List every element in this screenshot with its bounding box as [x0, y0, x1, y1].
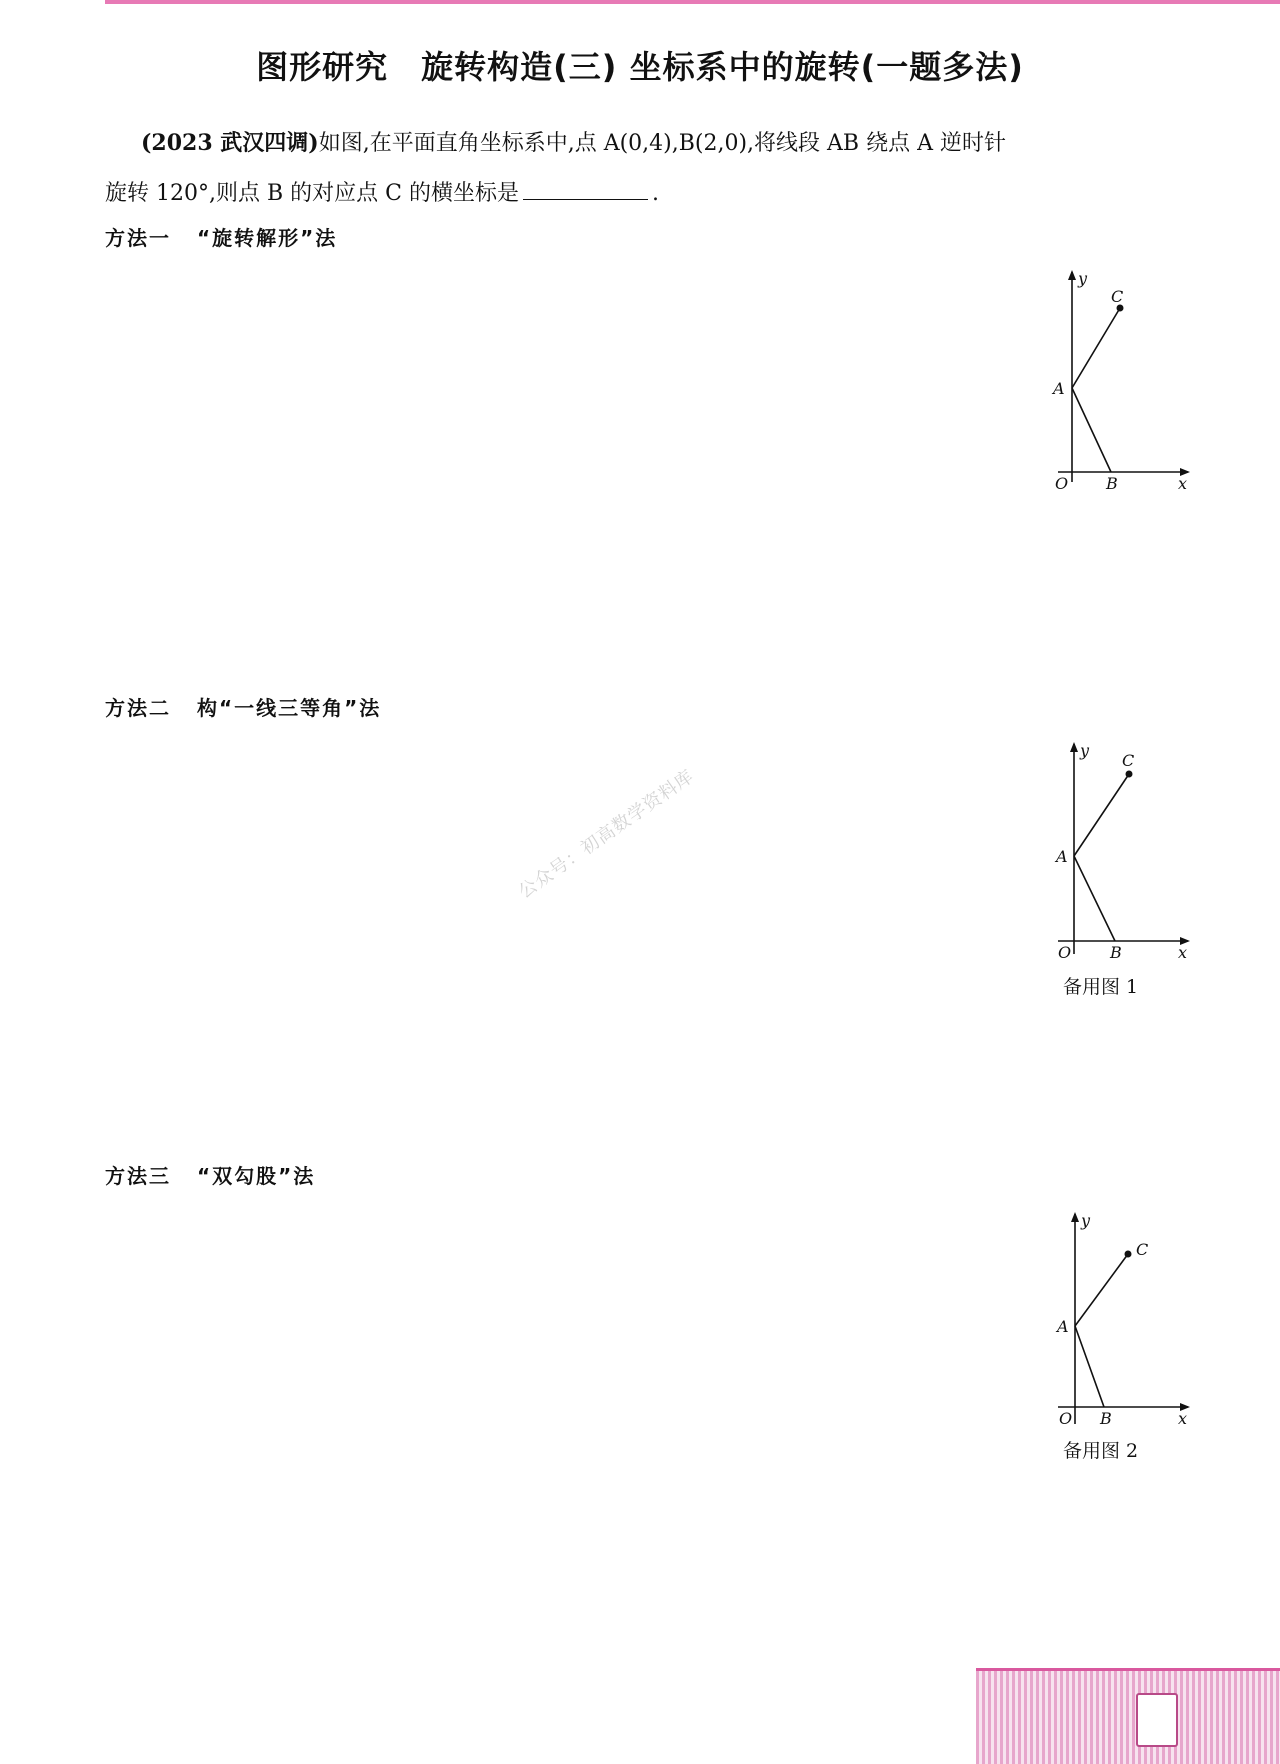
label-y: y: [1081, 1211, 1091, 1230]
label-b: B: [1110, 943, 1122, 962]
label-y: y: [1080, 741, 1090, 760]
label-y: y: [1078, 269, 1088, 288]
problem-line-1: [105, 118, 1185, 169]
method-3-name: “双勾股”法: [197, 1164, 316, 1188]
segment-ab: [1074, 856, 1115, 941]
segment-ac: [1072, 308, 1120, 388]
label-o: O: [1055, 474, 1069, 493]
y-axis-arrow: [1070, 742, 1078, 752]
segment-ac: [1075, 1254, 1128, 1326]
problem-text-2: 旋转 120°,则点 B 的对应点 C 的横坐标是: [105, 181, 519, 206]
label-c: C: [1136, 1240, 1149, 1259]
y-axis-arrow: [1068, 270, 1076, 280]
label-x: x: [1178, 943, 1188, 962]
label-a: A: [1056, 847, 1068, 866]
problem-source: (2023 武汉四调): [141, 130, 319, 156]
label-x: x: [1178, 1409, 1188, 1428]
label-o: O: [1059, 1409, 1073, 1428]
label-o: O: [1058, 943, 1072, 962]
point-c: [1125, 1251, 1132, 1258]
figure-caption-2: 备用图 2: [1063, 1440, 1139, 1462]
method-2-heading: [105, 692, 381, 721]
method-2-number: 方法二: [105, 696, 171, 720]
page-title: 图形研究 旋转构造(三) 坐标系中的旋转(一题多法): [256, 48, 1024, 86]
answer-blank[interactable]: [523, 179, 648, 200]
label-a: A: [1057, 1317, 1069, 1336]
problem-text-1: 如图,在平面直角坐标系中,点 A(0,4),B(2,0),将线段 AB 绕点 A 逆时针: [318, 131, 1006, 156]
point-c: [1126, 771, 1133, 778]
segment-ac: [1074, 774, 1129, 856]
label-b: B: [1100, 1409, 1112, 1428]
label-c: C: [1111, 287, 1124, 306]
bottom-decorative-bar: [976, 1668, 1280, 1671]
label-x: x: [1178, 474, 1188, 493]
page-number-box: [1136, 1693, 1178, 1747]
label-c: C: [1122, 751, 1135, 770]
y-axis-arrow: [1071, 1212, 1079, 1222]
method-1-number: 方法一: [105, 226, 171, 250]
problem-line-2: [105, 169, 1185, 219]
segment-ab: [1075, 1326, 1104, 1407]
figure-caption-1: 备用图 1: [1063, 976, 1139, 998]
watermark: 公众号：初高数学资料库: [514, 765, 699, 903]
method-1-heading: [105, 222, 337, 251]
method-3-heading: [105, 1160, 315, 1189]
problem-period: .: [651, 181, 659, 206]
problem-statement: [105, 118, 1185, 219]
method-3-number: 方法三: [105, 1164, 171, 1188]
coordinate-figure-main: [1040, 270, 1200, 495]
label-b: B: [1106, 474, 1118, 493]
bottom-decorative-band: [976, 1668, 1280, 1764]
top-decorative-strip: [105, 0, 1280, 4]
coordinate-figure-spare-2: [1040, 1212, 1200, 1432]
method-2-name: 构“一线三等角”法: [197, 696, 382, 720]
segment-ab: [1072, 388, 1111, 472]
coordinate-figure-spare-1: [1040, 742, 1200, 962]
method-1-name: “旋转解形”法: [197, 226, 338, 250]
label-a: A: [1053, 379, 1065, 398]
